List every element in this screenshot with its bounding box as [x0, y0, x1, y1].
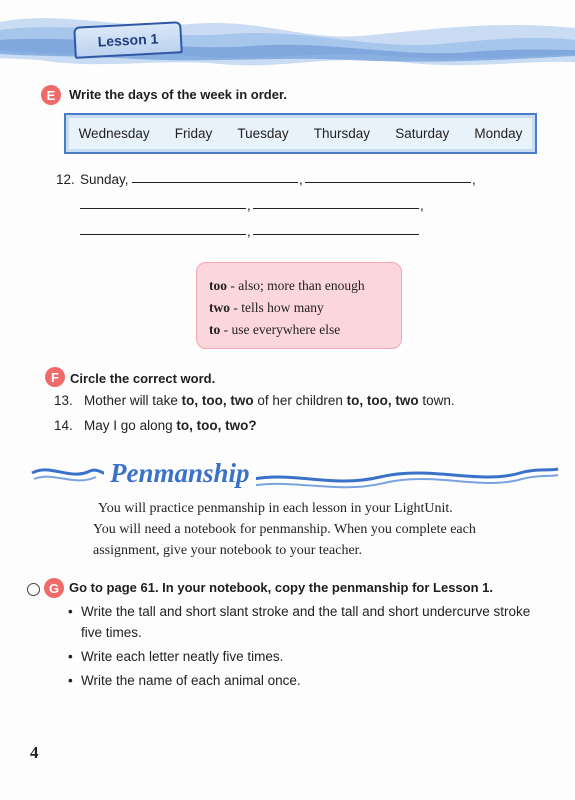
- question-number: 14.: [54, 418, 73, 433]
- page-number: 4: [30, 743, 39, 762]
- comma: ,: [247, 198, 251, 213]
- definition-meaning: - use everywhere else: [220, 322, 341, 337]
- definition-meaning: - tells how many: [230, 300, 324, 315]
- completion-checkbox[interactable]: [27, 583, 40, 596]
- section-f-instruction: Circle the correct word.: [70, 371, 216, 386]
- bullet-item: [68, 670, 301, 691]
- bullet-item: [68, 646, 283, 667]
- answer-line[interactable]: [132, 182, 298, 183]
- lesson-tab: [73, 21, 183, 59]
- question-text: May I go along: [84, 418, 177, 433]
- answer-line[interactable]: [80, 234, 246, 235]
- item-12-number: 12.: [56, 172, 75, 187]
- word-choices[interactable]: to, too, two: [346, 393, 419, 408]
- answer-line[interactable]: [305, 182, 471, 183]
- comma: ,: [299, 172, 303, 187]
- question-14: [54, 418, 257, 433]
- bullet-text: five times.: [81, 625, 142, 640]
- section-f-letter: F: [45, 367, 65, 387]
- bullet-text: Write the name of each animal once.: [81, 673, 301, 688]
- day-word: Tuesday: [237, 126, 289, 141]
- day-word: Wednesday: [78, 126, 150, 141]
- paragraph-line: assignment, give your notebook to your teacher.: [93, 543, 363, 558]
- question-number: 13.: [54, 393, 73, 408]
- answer-line[interactable]: [253, 208, 419, 209]
- section-g-instruction: Go to page 61. In your notebook, copy the penmanship for Lesson 1.: [69, 580, 493, 595]
- definition-word: too: [209, 278, 227, 293]
- definition-two: [209, 297, 401, 319]
- question-text: town.: [418, 393, 455, 408]
- comma: ,: [472, 172, 476, 187]
- section-e-letter: E: [41, 85, 61, 105]
- section-g-letter: G: [44, 578, 64, 598]
- paragraph-line: You will practice penmanship in each lesson in your LightUnit.: [98, 501, 453, 516]
- lesson-tab-label: Lesson 1: [97, 30, 159, 50]
- comma: ,: [247, 224, 251, 239]
- penmanship-title: Penmanship: [104, 458, 256, 489]
- day-word: Saturday: [395, 126, 450, 141]
- item-12-start-day: Sunday,: [80, 172, 129, 187]
- comma: ,: [420, 198, 424, 213]
- bullet-text: Write the tall and short slant stroke and the tall and short undercurve stroke: [81, 604, 531, 619]
- day-word: Friday: [174, 126, 213, 141]
- question-text: Mother will take: [84, 393, 182, 408]
- question-13: [54, 393, 455, 408]
- bullet-dot: •: [68, 649, 73, 664]
- answer-line[interactable]: [80, 208, 246, 209]
- bullet-dot: •: [68, 604, 73, 619]
- definition-too: [209, 275, 401, 297]
- question-text: of her children: [253, 393, 347, 408]
- bullet-text: Write each letter neatly five times.: [81, 649, 284, 664]
- penmanship-paragraph: [93, 498, 538, 561]
- bullet-item: [68, 601, 538, 643]
- definition-word: to: [209, 322, 221, 337]
- days-word-bank: [64, 113, 537, 154]
- paragraph-line: You will need a notebook for penmanship. When you complete each: [93, 522, 476, 537]
- word-choices[interactable]: to, too, two?: [176, 418, 257, 433]
- word-choices[interactable]: to, too, two: [181, 393, 254, 408]
- day-word: Monday: [474, 126, 523, 141]
- section-e-instruction: Write the days of the week in order.: [69, 87, 287, 102]
- day-word: Thursday: [313, 126, 371, 141]
- definition-word: two: [209, 300, 230, 315]
- definition-meaning: - also; more than enough: [227, 278, 365, 293]
- definition-to: [209, 319, 401, 341]
- bullet-dot: •: [68, 673, 73, 688]
- answer-line[interactable]: [253, 234, 419, 235]
- homophone-definition-box: [196, 262, 402, 349]
